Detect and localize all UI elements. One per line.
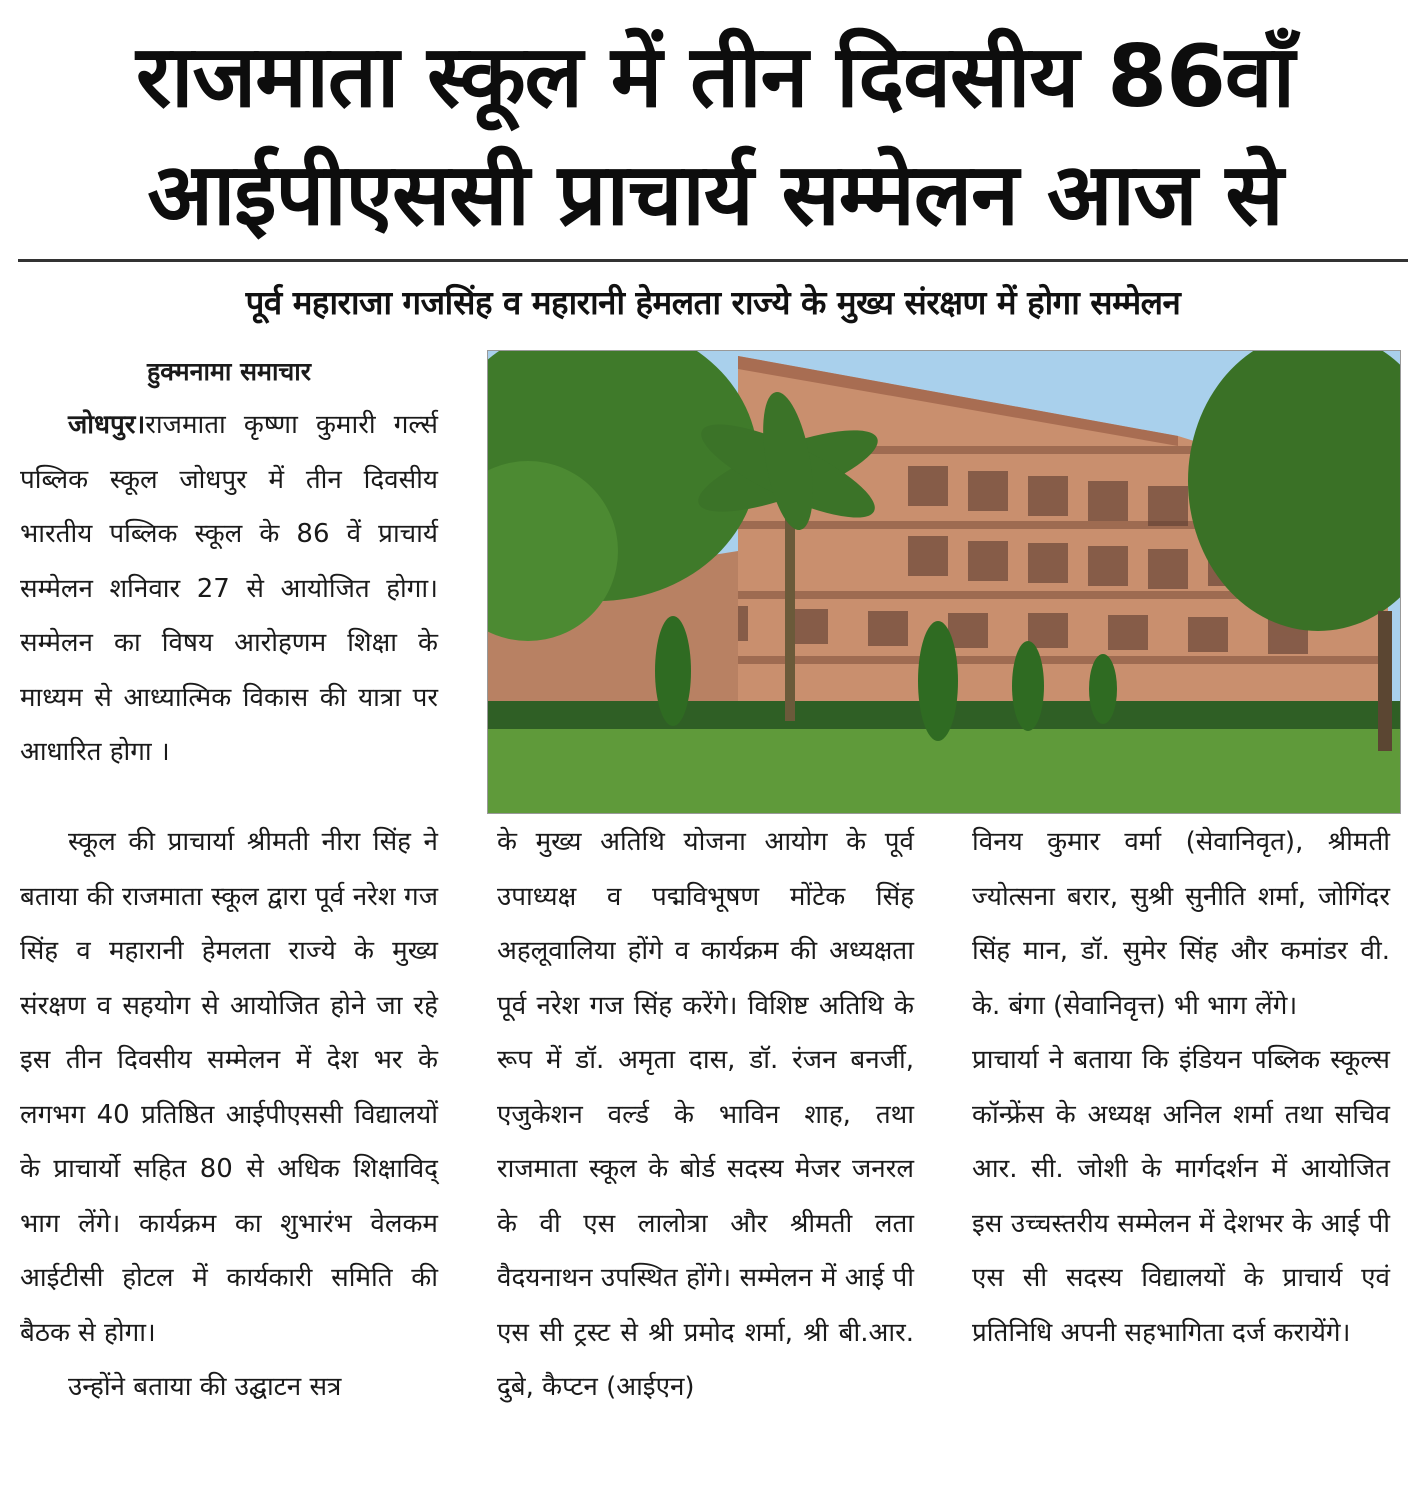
column-1-top (20, 346, 438, 780)
column-3-paragraph-b: प्राचार्या ने बताया कि इंडियन पब्लिक स्कूल्स कॉन्फ्रेंस के अध्यक्ष अनिल शर्मा तथा सचिव आर. सी. जोशी के मार्गदर्शन में आयोजित इस उच्चस्तरीय सम्मेलन में देशभर के आई पी एस सी सदस्य विद्यालयों के प्राचार्य एवं प्रतिनिधि अपनी सहभागिता दर्ज करायेंगे। (972, 1045, 1390, 1348)
column-3 (972, 815, 1390, 1360)
headline-line-2: आईपीएससी प्राचार्य सम्मेलन आज से (147, 145, 1283, 245)
lawn (488, 729, 1400, 813)
headline (20, 18, 1410, 254)
dateline: जोधपुर। (68, 410, 146, 440)
column-3-paragraph-a: विनय कुमार वर्मा (सेवानिवृत), श्रीमती ज्योत्सना बरार, सुश्री सुनीति शर्मा, जोगिंदर सिंह मान, डॉ. सुमेर सिंह और कमांडर वी. के. बंगा (सेवानिवृत्त) भी भाग लेंगे। (972, 827, 1390, 1021)
subheadline: पूर्व महाराजा गजसिंह व महारानी हेमलता राज्ये के मुख्य संरक्षण में होगा सम्मेलन (245, 283, 1181, 322)
paragraph-1-text: राजमाता कृष्णा कुमारी गर्ल्स पब्लिक स्कूल जोधपुर में तीन दिवसीय भारतीय पब्लिक स्कूल के 86 वें प्राचार्य सम्मेलन शनिवार 27 से आयोजित होगा। सम्मेलन का विषय आरोहणम शिक्षा के माध्यम से आध्यात्मिक विकास की यात्रा पर आधारित होगा । (20, 410, 438, 767)
divider-rule (18, 259, 1408, 262)
paragraph-3-start: उन्होंने बताया की उद्घाटन सत्र (68, 1372, 342, 1402)
column-2 (497, 815, 914, 1415)
byline: हुक्मनामा समाचार (146, 357, 311, 386)
photo-illustration (488, 351, 1400, 813)
paragraph-2: स्कूल की प्राचार्या श्रीमती नीरा सिंह ने बताया की राजमाता स्कूल द्वारा पूर्व नरेश गज सिंह व महारानी हेमलता राज्ये के मुख्य संरक्षण व सहयोग से आयोजित होने जा रहे इस तीन दिवसीय सम्मेलन में देश भर के लगभग 40 प्रतिष्ठित आईपीएससी विद्यालयों के प्राचार्यो सहित 80 से अधिक शिक्षाविद् भाग लेंगे। कार्यक्रम का शुभारंभ वेलकम आईटीसी होटल में कार्यकारी समिति की बैठक से होगा। (20, 827, 438, 1348)
paragraph-1 (20, 398, 438, 780)
tree-right-trunk (1378, 611, 1392, 751)
headline-line-1: राजमाता स्कूल में तीन दिवसीय 86वाँ (135, 27, 1295, 127)
column-1-bottom (20, 815, 438, 1415)
school-building-photo (487, 350, 1401, 814)
column-2-text: के मुख्य अतिथि योजना आयोग के पूर्व उपाध्यक्ष व पद्मविभूषण मोंटेक सिंह अहलूवालिया होंगे व कार्यक्रम की अध्यक्षता पूर्व नरेश गज सिंह करेंगे। विशिष्ट अतिथि के रूप में डॉ. अमृता दास, डॉ. रंजन बनर्जी, एजुकेशन वर्ल्ड के भाविन शाह, तथा राजमाता स्कूल के बोर्ड सदस्य मेजर जनरल के वी एस लालोत्रा और श्रीमती लता वैदयनाथन उपस्थित होंगे। सम्मेलन में आई पी एस सी ट्रस्ट से श्री प्रमोद शर्मा, श्री बी.आर. दुबे, कैप्टन (आईएन) (497, 827, 914, 1402)
